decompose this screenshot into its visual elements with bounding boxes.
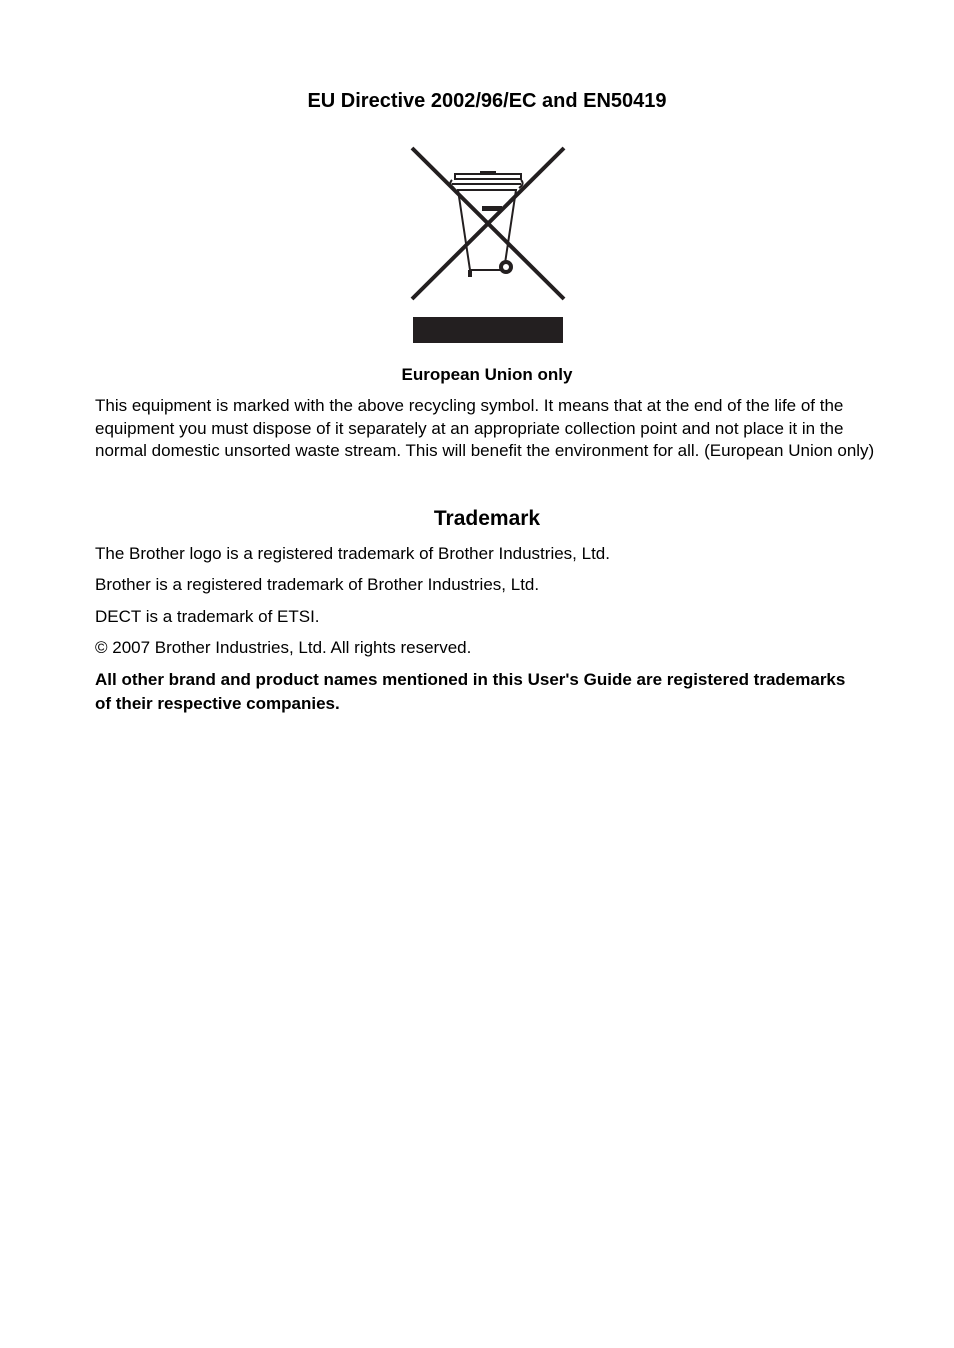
trademark-heading: Trademark xyxy=(433,507,541,530)
trademark-line-brother: Brother is a registered trademark of Brother Industries, Ltd. xyxy=(95,575,540,594)
trademark-line-dect: DECT is a trademark of ETSI. xyxy=(95,607,320,626)
eu-only-caption: European Union only xyxy=(401,365,573,384)
other-trademarks-notice: All other brand and product names mentioned in this User's Guide are registered trademarks of their respective companies. xyxy=(95,670,846,713)
recycling-paragraph: This equipment is marked with the above recycling symbol. It means that at the end of the life of the equipment you must dispose of it separately at an appropriate collection point and not place it in the normal domestic unsorted waste stream. This will benefit the environment for all. (European Union only) xyxy=(95,396,875,460)
directive-title: EU Directive 2002/96/EC and EN50419 xyxy=(307,90,667,112)
crossed-out-wheelie-bin-icon xyxy=(408,144,568,346)
copyright-line: © 2007 Brother Industries, Ltd. All rights reserved. xyxy=(95,638,472,657)
trademark-line-brother-logo: The Brother logo is a registered trademark of Brother Industries, Ltd. xyxy=(95,544,610,563)
